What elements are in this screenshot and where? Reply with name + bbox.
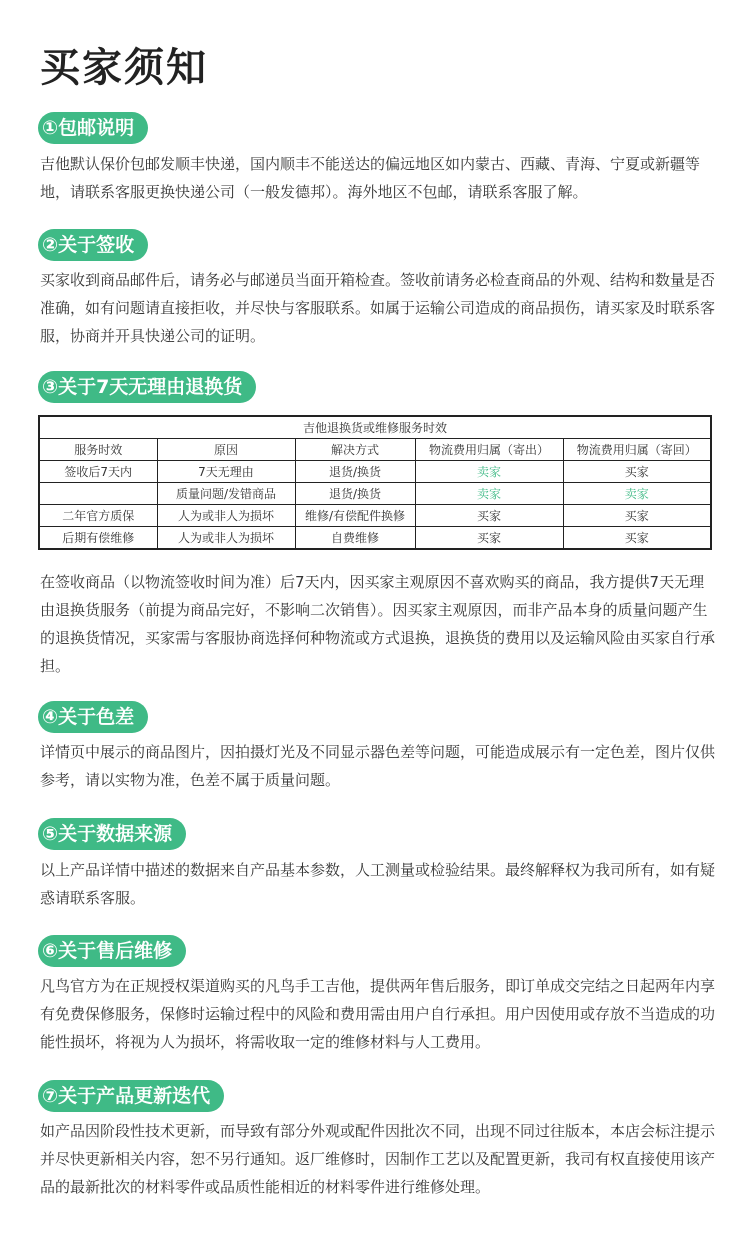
table-cell: 买家 [563,461,711,483]
table-cell: 二年官方质保 [39,505,157,527]
table-caption: 吉他退换货或维修服务时效 [39,416,711,439]
section-badge-updates: ⑦关于产品更新迭代 [38,1080,224,1112]
table-cell: 买家 [563,505,711,527]
table-row [39,483,711,505]
table-cell: 自费维修 [295,527,415,550]
table-cell [39,483,157,505]
table-cell: 7天无理由 [157,461,295,483]
section-badge-color: ④关于色差 [38,701,148,733]
table-cell: 卖家 [415,461,563,483]
section-text-shipping: 吉他默认保价包邮发顺丰快递，国内顺丰不能送达的偏远地区如内蒙古、西藏、青海、宁夏或新疆等地，请联系客服更换快递公司（一般发德邦）。海外地区不包邮，请联系客服了解。 [40,155,701,201]
table-cell: 退货/换货 [295,461,415,483]
section-badge-returns: ③关于7天无理由退换货 [38,371,256,403]
table-header: 物流费用归属（寄出） [415,439,563,461]
table-row [39,527,711,550]
table-cell: 签收后7天内 [39,461,157,483]
page-title: 买家须知 [40,45,208,91]
section-text-returns: 在签收商品（以物流签收时间为准）后7天内，因买家主观原因不喜欢购买的商品，我方提供7天无理由退换货服务（前提为商品完好，不影响二次销售）。因买家主观原因，而非产品本身的质量问题产生的退换货情况，买家需与客服协商选择何种物流或方式退换，退换货的费用以及运输风险由买家自行承担。 [40,573,716,675]
section-text-updates: 如产品因阶段性技术更新，而导致有部分外观或配件因批次不同，出现不同过往版本，本店会标注提示并尽快更新相关内容，恕不另行通知。返厂维修时，因制作工艺以及配置更新，我司有权直接使用该产品的最新批次的材料零件或品质性能相近的材料零件进行维修处理。 [40,1122,716,1196]
table-row [39,461,711,483]
section-text-color: 详情页中展示的商品图片，因拍摄灯光及不同显示器色差等问题，可能造成展示有一定色差，图片仅供参考，请以实物为准，色差不属于质量问题。 [40,743,716,789]
table-header: 服务时效 [39,439,157,461]
table-header-row [39,439,711,461]
table-cell: 质量问题/发错商品 [157,483,295,505]
section-text-after-sales: 凡鸟官方为在正规授权渠道购买的凡鸟手工吉他，提供两年售后服务，即订单成交完结之日起两年内享有免费保修服务，保修时运输过程中的风险和费用需由用户自行承担。用户因使用或存放不当造成的功能性损坏，将视为人为损坏，将需收取一定的维修材料与人工费用。 [40,977,716,1051]
table-header: 解决方式 [295,439,415,461]
service-table [38,415,712,550]
table-cell: 买家 [563,527,711,550]
table-cell: 买家 [415,527,563,550]
table-cell: 买家 [415,505,563,527]
section-badge-data-source: ⑤关于数据来源 [38,818,186,850]
table-cell: 卖家 [415,483,563,505]
table-cell: 维修/有偿配件换修 [295,505,415,527]
section-badge-receipt: ②关于签收 [38,229,148,261]
table-cell: 后期有偿维修 [39,527,157,550]
section-badge-shipping: ①包邮说明 [38,112,148,144]
table-header: 原因 [157,439,295,461]
table-cell: 人为或非人为损坏 [157,527,295,550]
section-badge-after-sales: ⑥关于售后维修 [38,935,186,967]
table-cell: 人为或非人为损坏 [157,505,295,527]
section-text-receipt: 买家收到商品邮件后，请务必与邮递员当面开箱检查。签收前请务必检查商品的外观、结构和数量是否准确，如有问题请直接拒收，并尽快与客服联系。如属于运输公司造成的商品损伤，请买家及时联系客服，协商并开具快递公司的证明。 [40,271,716,345]
table-header: 物流费用归属（寄回） [563,439,711,461]
section-text-data-source: 以上产品详情中描述的数据来自产品基本参数，人工测量或检验结果。最终解释权为我司所有，如有疑惑请联系客服。 [40,861,716,907]
table-cell: 退货/换货 [295,483,415,505]
table-cell: 卖家 [563,483,711,505]
table-row [39,505,711,527]
